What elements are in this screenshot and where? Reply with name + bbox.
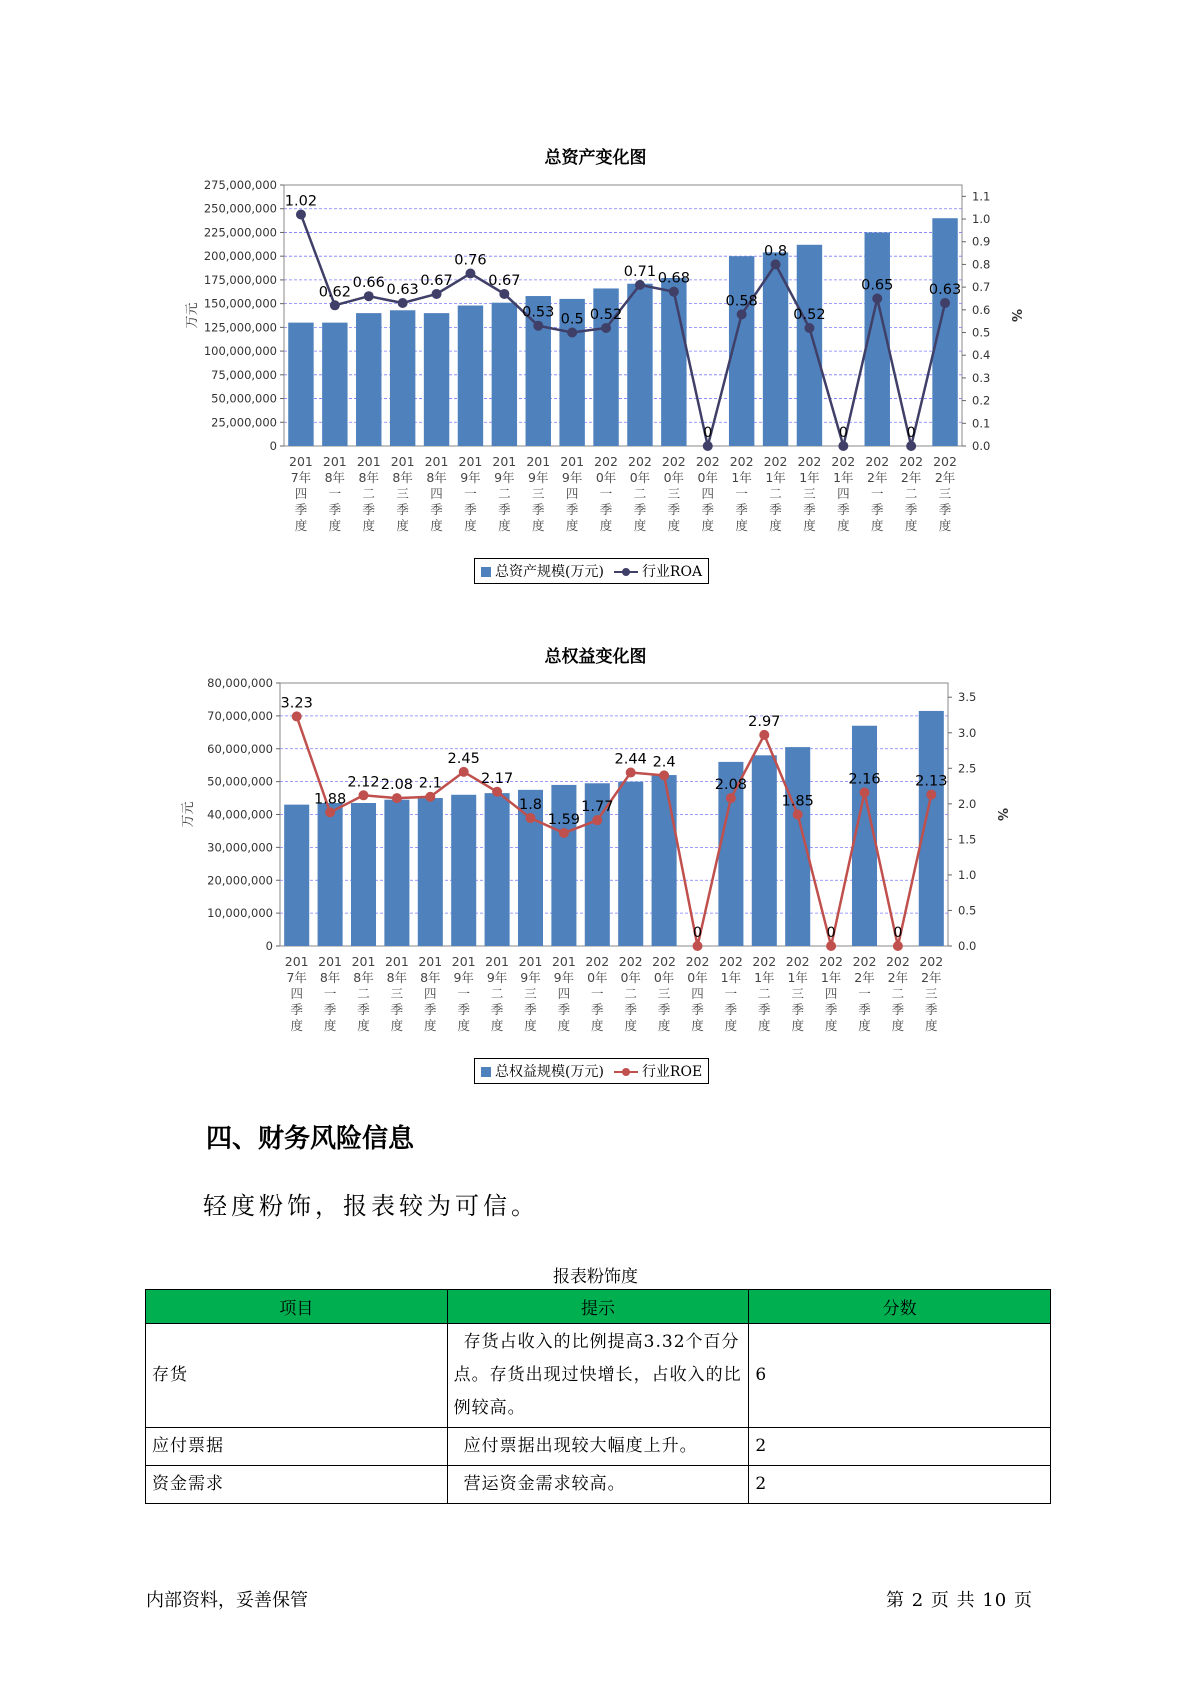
line-point <box>459 767 469 777</box>
data-label: 0.63 <box>928 282 962 299</box>
table-header-item: 项目 <box>146 1290 448 1324</box>
chart2-title: 总权益变化图 <box>544 647 647 667</box>
data-label: 0.52 <box>793 306 826 323</box>
line-point <box>906 441 916 451</box>
line-point <box>567 328 577 338</box>
x-tick-label: 201 9年四季度 <box>551 954 576 1033</box>
line-point <box>860 787 870 797</box>
y2-tick-label: 1.0 <box>958 867 977 882</box>
line-point <box>693 941 703 951</box>
data-label: 0.65 <box>861 277 894 294</box>
bar <box>797 245 822 446</box>
data-label: 2.1 <box>418 775 442 792</box>
x-tick-label: 202 0年一季度 <box>594 454 618 533</box>
line-point <box>804 323 814 333</box>
data-label: 1.77 <box>581 799 614 816</box>
table-header-row <box>146 1290 1051 1324</box>
section-summary: 轻度粉饰，报表较为可信。 <box>203 1192 539 1220</box>
table-cell-hint: 应付票据出现较大幅度上升。 <box>447 1428 749 1466</box>
x-tick-label: 201 7年四季度 <box>284 954 309 1033</box>
section-heading: 四、财务风险信息 <box>206 1124 415 1154</box>
data-label: 0 <box>838 425 848 441</box>
legend-bar-swatch <box>481 1067 491 1077</box>
chart1-legend <box>474 558 709 584</box>
line-point <box>669 287 679 297</box>
line-point <box>330 300 340 310</box>
data-label: 0.62 <box>318 284 351 301</box>
x-tick-label: 202 1年四季度 <box>831 454 856 533</box>
line-point <box>771 259 781 269</box>
x-tick-label: 201 8年二季度 <box>356 454 381 533</box>
y-axis-label: 万元 <box>185 302 200 329</box>
x-tick-label: 201 7年四季度 <box>289 454 313 533</box>
line-point <box>893 941 903 951</box>
table-cell-hint: 营运资金需求较高。 <box>447 1466 749 1504</box>
bar <box>424 313 449 446</box>
table-cell-item: 存货 <box>146 1324 448 1428</box>
bar <box>618 782 643 946</box>
y-tick-label: 25,000,000 <box>211 415 277 430</box>
x-tick-label: 202 1年二季度 <box>752 954 777 1033</box>
table-cell-hint: 存货占收入的比例提高3.32个百分点。存货出现过快增长，占收入的比例较高。 <box>447 1324 749 1428</box>
data-label: 0.76 <box>454 252 487 269</box>
data-label: 0.67 <box>420 272 453 289</box>
data-label: 2.13 <box>915 773 948 790</box>
line-point <box>926 790 936 800</box>
y-tick-label: 70,000,000 <box>207 708 273 723</box>
y2-tick-label: 0.7 <box>972 280 991 295</box>
data-label: 2.4 <box>652 754 676 771</box>
legend-bar-swatch <box>481 567 491 577</box>
line-point <box>398 298 408 308</box>
line-point <box>872 293 882 303</box>
line-point <box>838 441 848 451</box>
bar <box>384 800 409 946</box>
data-label: 0.58 <box>725 293 758 310</box>
legend-line-swatch <box>614 567 638 577</box>
bar <box>418 798 443 946</box>
table-row <box>146 1466 1051 1504</box>
table-caption: 报表粉饰度 <box>553 1267 638 1287</box>
x-tick-label: 202 2年三季度 <box>919 954 944 1033</box>
footer-page-number: 第 2 页 共 10 页 <box>886 1590 1033 1611</box>
table-row <box>146 1324 1051 1428</box>
x-tick-label: 201 9年一季度 <box>451 954 476 1033</box>
x-tick-label: 202 2年三季度 <box>933 454 957 533</box>
x-tick-label: 201 9年三季度 <box>526 454 551 533</box>
line-point <box>325 807 335 817</box>
y2-tick-label: 0.0 <box>972 439 991 453</box>
x-tick-label: 201 9年三季度 <box>518 954 543 1033</box>
line-point <box>499 289 509 299</box>
x-tick-label: 201 8年一季度 <box>318 954 343 1033</box>
line-point <box>392 793 402 803</box>
total-assets-chart <box>0 175 1191 585</box>
data-label: 0 <box>826 925 836 941</box>
line-point <box>726 793 736 803</box>
y-tick-label: 175,000,000 <box>203 272 277 287</box>
legend-line-swatch <box>614 1067 638 1077</box>
line-point <box>793 810 803 820</box>
line-point <box>759 730 769 740</box>
x-tick-label: 202 2年一季度 <box>865 454 890 533</box>
chart1-legend-line-label: 行业ROA <box>641 564 703 580</box>
table-header-hint: 提示 <box>447 1290 749 1324</box>
y-axis-label: 万元 <box>181 801 196 828</box>
bar <box>356 313 381 446</box>
x-tick-label: 202 1年一季度 <box>718 954 743 1033</box>
y2-tick-label: 0.9 <box>972 234 991 249</box>
y2-axis-label: % <box>994 807 1009 822</box>
x-tick-label: 201 9年二季度 <box>485 954 510 1033</box>
x-tick-label: 202 0年一季度 <box>585 954 610 1033</box>
table-cell-score: 2 <box>749 1428 1051 1466</box>
line-point <box>364 291 374 301</box>
y2-tick-label: 0.5 <box>972 325 991 340</box>
data-label: 0.5 <box>560 311 584 328</box>
data-label: 2.08 <box>714 777 748 794</box>
line-point <box>533 321 543 331</box>
bar <box>390 310 415 446</box>
data-label: 0.63 <box>386 282 419 299</box>
y2-tick-label: 1.5 <box>958 832 977 847</box>
x-tick-label: 202 0年二季度 <box>618 954 643 1033</box>
bar <box>284 805 309 946</box>
data-label: 0 <box>893 925 903 941</box>
data-label: 1.88 <box>313 791 347 808</box>
data-label: 0.67 <box>488 272 521 289</box>
y-tick-label: 150,000,000 <box>203 296 277 311</box>
data-label: 2.44 <box>614 751 647 768</box>
y2-tick-label: 2.5 <box>958 761 977 776</box>
y2-tick-label: 2.0 <box>958 796 977 811</box>
line-point <box>826 941 836 951</box>
data-label: 0.71 <box>623 263 657 280</box>
y-tick-label: 225,000,000 <box>203 225 277 240</box>
x-tick-label: 201 9年四季度 <box>560 454 585 533</box>
y2-tick-label: 0.2 <box>972 393 991 408</box>
bar <box>492 303 517 446</box>
line-point <box>296 210 306 220</box>
y-tick-label: 60,000,000 <box>207 741 273 756</box>
x-tick-label: 201 8年一季度 <box>322 454 347 533</box>
table-cell-score: 6 <box>749 1324 1051 1428</box>
y-tick-label: 200,000,000 <box>203 249 277 264</box>
y2-tick-label: 0.8 <box>972 257 991 272</box>
y-tick-label: 0 <box>265 939 273 953</box>
bar <box>451 795 476 946</box>
total-equity-chart <box>0 672 1191 1082</box>
y2-tick-label: 0.0 <box>958 939 977 953</box>
line-point <box>359 790 369 800</box>
line-point <box>465 269 475 279</box>
line-point <box>425 792 435 802</box>
y2-tick-label: 0.3 <box>972 370 991 385</box>
data-label: 0.53 <box>522 304 555 321</box>
y2-tick-label: 0.6 <box>972 302 991 317</box>
x-tick-label: 201 8年四季度 <box>418 954 443 1033</box>
x-tick-label: 202 0年三季度 <box>652 954 677 1033</box>
x-tick-label: 202 0年二季度 <box>628 454 652 533</box>
x-tick-label: 202 1年二季度 <box>763 454 788 533</box>
line-point <box>292 711 302 721</box>
y2-tick-label: 0.5 <box>958 903 977 918</box>
x-tick-label: 202 2年二季度 <box>885 954 910 1033</box>
data-label: 2.08 <box>380 777 414 794</box>
x-tick-label: 202 1年四季度 <box>819 954 844 1033</box>
y-tick-label: 30,000,000 <box>207 840 273 855</box>
chart2-legend-bar-label: 总权益规模(万元) <box>495 1064 604 1080</box>
bar <box>661 278 686 446</box>
line-point <box>492 787 502 797</box>
bar <box>288 323 313 446</box>
data-label: 2.45 <box>447 750 480 767</box>
x-tick-label: 202 2年二季度 <box>899 454 924 533</box>
y-tick-label: 50,000,000 <box>211 391 277 406</box>
y-tick-label: 0 <box>269 439 277 453</box>
y-tick-label: 275,000,000 <box>203 178 277 192</box>
x-tick-label: 202 0年四季度 <box>685 954 710 1033</box>
data-label: 0.68 <box>657 270 690 287</box>
y-tick-label: 20,000,000 <box>207 873 273 888</box>
y2-tick-label: 0.1 <box>972 416 991 431</box>
data-label: 1.8 <box>518 797 543 814</box>
bar <box>752 755 777 946</box>
x-tick-label: 201 9年一季度 <box>458 454 483 533</box>
bar <box>322 323 347 446</box>
bar <box>351 803 376 946</box>
table-cell-item: 应付票据 <box>146 1428 448 1466</box>
x-tick-label: 201 8年二季度 <box>351 954 376 1033</box>
x-tick-label: 201 8年三季度 <box>390 454 415 533</box>
table-header-score: 分数 <box>749 1290 1051 1324</box>
line-point <box>635 280 645 290</box>
data-label: 2.17 <box>480 770 514 787</box>
y-tick-label: 10,000,000 <box>207 906 273 921</box>
line-point <box>626 768 636 778</box>
line-point <box>601 323 611 333</box>
y2-tick-label: 1.1 <box>972 189 991 204</box>
data-label: 2.12 <box>347 774 380 791</box>
data-label: 1.59 <box>547 811 581 828</box>
data-label: 0 <box>906 425 916 441</box>
y2-tick-label: 0.4 <box>972 348 991 363</box>
line-point <box>526 813 536 823</box>
x-tick-label: 202 0年四季度 <box>695 454 720 533</box>
y-tick-label: 80,000,000 <box>207 676 273 690</box>
bar <box>485 793 510 946</box>
risk-table <box>145 1289 1051 1504</box>
data-label: 0.66 <box>352 275 385 292</box>
x-tick-label: 202 1年三季度 <box>785 954 810 1033</box>
line-point <box>659 770 669 780</box>
y2-axis-label: % <box>1008 308 1023 323</box>
y-tick-label: 250,000,000 <box>203 201 277 216</box>
chart2-legend <box>474 1058 709 1084</box>
data-label: 0.8 <box>764 243 788 260</box>
data-label: 0 <box>703 425 713 441</box>
y-tick-label: 125,000,000 <box>203 320 277 335</box>
bar <box>932 218 957 446</box>
y-tick-label: 100,000,000 <box>203 344 277 359</box>
data-label: 2.16 <box>848 771 881 788</box>
line-point <box>592 815 602 825</box>
line-point <box>940 298 950 308</box>
table-cell-score: 2 <box>749 1466 1051 1504</box>
line-point <box>703 441 713 451</box>
footer-confidential: 内部资料，妥善保管 <box>146 1590 308 1611</box>
chart1-legend-bar-label: 总资产规模(万元) <box>495 564 604 580</box>
x-tick-label: 202 2年一季度 <box>852 954 877 1033</box>
y-tick-label: 40,000,000 <box>207 807 273 822</box>
y-tick-label: 75,000,000 <box>211 367 277 382</box>
data-label: 0.52 <box>589 306 623 323</box>
line-point <box>559 828 569 838</box>
bar <box>551 785 576 946</box>
bar <box>627 284 652 446</box>
line-point <box>737 309 747 319</box>
data-label: 3.23 <box>280 695 313 712</box>
y2-tick-label: 3.5 <box>958 690 977 705</box>
bar <box>318 803 343 946</box>
data-label: 1.02 <box>284 193 318 210</box>
chart1-title: 总资产变化图 <box>544 148 647 168</box>
bar <box>458 306 483 446</box>
chart2-legend-line-label: 行业ROE <box>641 1064 703 1080</box>
x-tick-label: 201 8年三季度 <box>384 954 409 1033</box>
line-point <box>432 289 442 299</box>
y-tick-label: 50,000,000 <box>207 774 273 789</box>
data-label: 0 <box>692 925 703 941</box>
x-tick-label: 201 8年四季度 <box>424 454 449 533</box>
data-label: 1.85 <box>781 793 814 810</box>
x-tick-label: 202 0年三季度 <box>661 454 686 533</box>
y2-tick-label: 3.0 <box>958 725 977 740</box>
bar <box>919 711 944 946</box>
data-label: 2.97 <box>748 713 781 730</box>
x-tick-label: 202 1年一季度 <box>729 454 754 533</box>
bar <box>652 775 677 946</box>
x-tick-label: 201 9年二季度 <box>492 454 517 533</box>
x-tick-label: 202 1年三季度 <box>797 454 822 533</box>
plot-area-border <box>284 185 962 446</box>
y2-tick-label: 1.0 <box>972 212 991 227</box>
table-cell-item: 资金需求 <box>146 1466 448 1504</box>
table-row <box>146 1428 1051 1466</box>
